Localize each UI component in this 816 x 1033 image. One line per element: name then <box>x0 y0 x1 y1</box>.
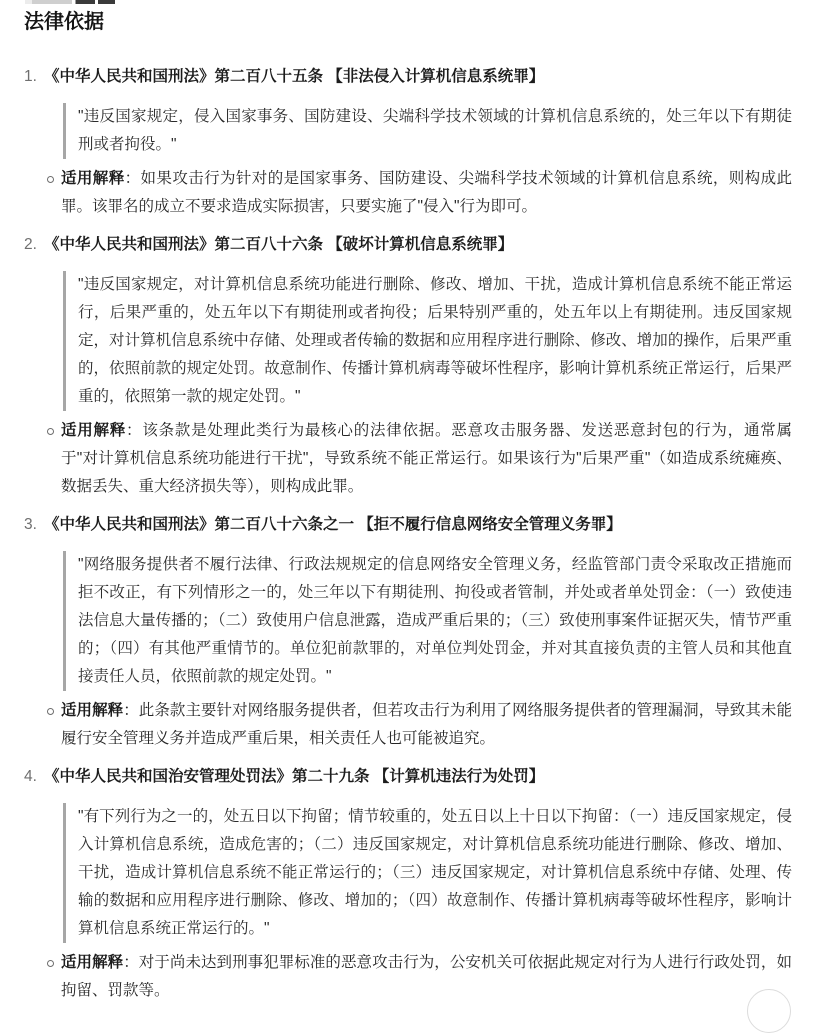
law-article-title: 《中华人民共和国刑法》第二百八十六条 【破坏计算机信息系统罪】 <box>44 236 514 253</box>
interpretation-note <box>44 417 792 501</box>
list-item-number: 2. <box>24 236 37 253</box>
interpretation-text: 该条款是处理此类行为最核心的法律依据。恶意攻击服务器、发送恶意封包的行为，通常属于"对计算机信息系统功能进行干扰"，导致系统不能正常运行。如果该行为"后果严重"（如造成系统瘫痪、数据丢失、重大经济损失等），则构成此罪。 <box>61 422 792 495</box>
legal-list-item <box>24 511 792 753</box>
circle-bullet-icon <box>47 708 54 715</box>
law-quote-text: "有下列行为之一的，处五日以下拘留；情节较重的，处五日以上十日以下拘留：（一）违反国家规定，侵入计算机信息系统，造成危害的；（二）违反国家规定，对计算机信息系统功能进行删除、修改、增加、干扰，造成计算机信息系统不能正常运行的；（三）违反国家规定，对计算机信息系统中存储、处理、传输的数据和应用程序进行删除、修改、增加的；（四）故意制作、传播计算机病毒等破坏性程序，影响计算机信息系统正常运行的。" <box>78 808 792 937</box>
interpretation-text: 如果攻击行为针对的是国家事务、国防建设、尖端科学技术领域的计算机信息系统，则构成此罪。该罪名的成立不要求造成实际损害，只要实施了"侵入"行为即可。 <box>61 170 792 215</box>
law-quote-block <box>63 803 792 943</box>
interpretation-separator: ： <box>123 954 139 971</box>
interpretation-separator: ： <box>124 170 141 187</box>
interpretation-label: 适用解释 <box>61 170 125 187</box>
interpretation-text: 对于尚未达到刑事犯罪标准的恶意攻击行为，公安机关可依据此规定对行为人进行行政处罚，如拘留、罚款等。 <box>61 954 792 999</box>
interpretation-label: 适用解释 <box>61 702 124 719</box>
circle-bullet-icon <box>47 960 54 967</box>
clipped-text-fragment <box>25 0 115 4</box>
interpretation-label: 适用解释 <box>61 422 127 439</box>
circle-bullet-icon <box>47 428 54 435</box>
interpretation-note <box>44 949 792 1005</box>
law-quote-text: "网络服务提供者不履行法律、行政法规规定的信息网络安全管理义务，经监管部门责令采取改正措施而拒不改正，有下列情形之一的，处三年以下有期徒刑、拘役或者管制，并处或者单处罚金：（一）致使违法信息大量传播的；（二）致使用户信息泄露，造成严重后果的；（三）致使刑事案件证据灭失，情节严重的；（四）有其他严重情节的。单位犯前款罪的，对单位判处罚金，并对其直接负责的主管人员和其他直接责任人员，依照前款的规定处罚。" <box>78 556 792 685</box>
law-quote-block <box>63 551 792 691</box>
legal-items-list <box>24 63 792 1005</box>
legal-list-item <box>24 763 792 1005</box>
list-item-number: 3. <box>24 516 37 533</box>
list-item-number: 4. <box>24 768 37 785</box>
list-item-number: 1. <box>24 68 37 85</box>
interpretation-note <box>44 697 792 753</box>
law-article-title: 《中华人民共和国治安管理处罚法》第二十九条 【计算机违法行为处罚】 <box>44 768 545 785</box>
interpretation-label: 适用解释 <box>61 954 124 971</box>
legal-list-item <box>24 63 792 221</box>
law-quote-block <box>63 271 792 411</box>
interpretation-separator: ： <box>123 702 139 719</box>
law-article-title: 《中华人民共和国刑法》第二百八十五条 【非法侵入计算机信息系统罪】 <box>44 68 545 85</box>
law-quote-block <box>63 103 792 159</box>
circle-bullet-icon <box>47 176 54 183</box>
page-title: 法律依据 <box>24 11 104 33</box>
law-quote-text: "违反国家规定，对计算机信息系统功能进行删除、修改、增加、干扰，造成计算机信息系统不能正常运行，后果严重的，处五年以下有期徒刑或者拘役；后果特别严重的，处五年以上有期徒刑。违反国家规定，对计算机信息系统中存储、处理或者传输的数据和应用程序进行删除、修改、增加的操作，后果严重的，依照前款的规定处罚。故意制作、传播计算机病毒等破坏性程序，影响计算机系统正常运行，后果严重的，依照第一款的规定处罚。" <box>78 276 792 405</box>
scroll-to-bottom-button[interactable] <box>747 989 791 1033</box>
interpretation-separator: ： <box>126 422 143 439</box>
law-quote-text: "违反国家规定，侵入国家事务、国防建设、尖端科学技术领域的计算机信息系统的，处三年以下有期徒刑或者拘役。" <box>78 108 792 153</box>
law-article-title: 《中华人民共和国刑法》第二百八十六条之一 【拒不履行信息网络安全管理义务罪】 <box>44 516 622 533</box>
interpretation-text: 此条款主要针对网络服务提供者，但若攻击行为利用了网络服务提供者的管理漏洞，导致其未能履行安全管理义务并造成严重后果，相关责任人也可能被追究。 <box>61 702 792 747</box>
legal-list-item <box>24 231 792 501</box>
interpretation-note <box>44 165 792 221</box>
